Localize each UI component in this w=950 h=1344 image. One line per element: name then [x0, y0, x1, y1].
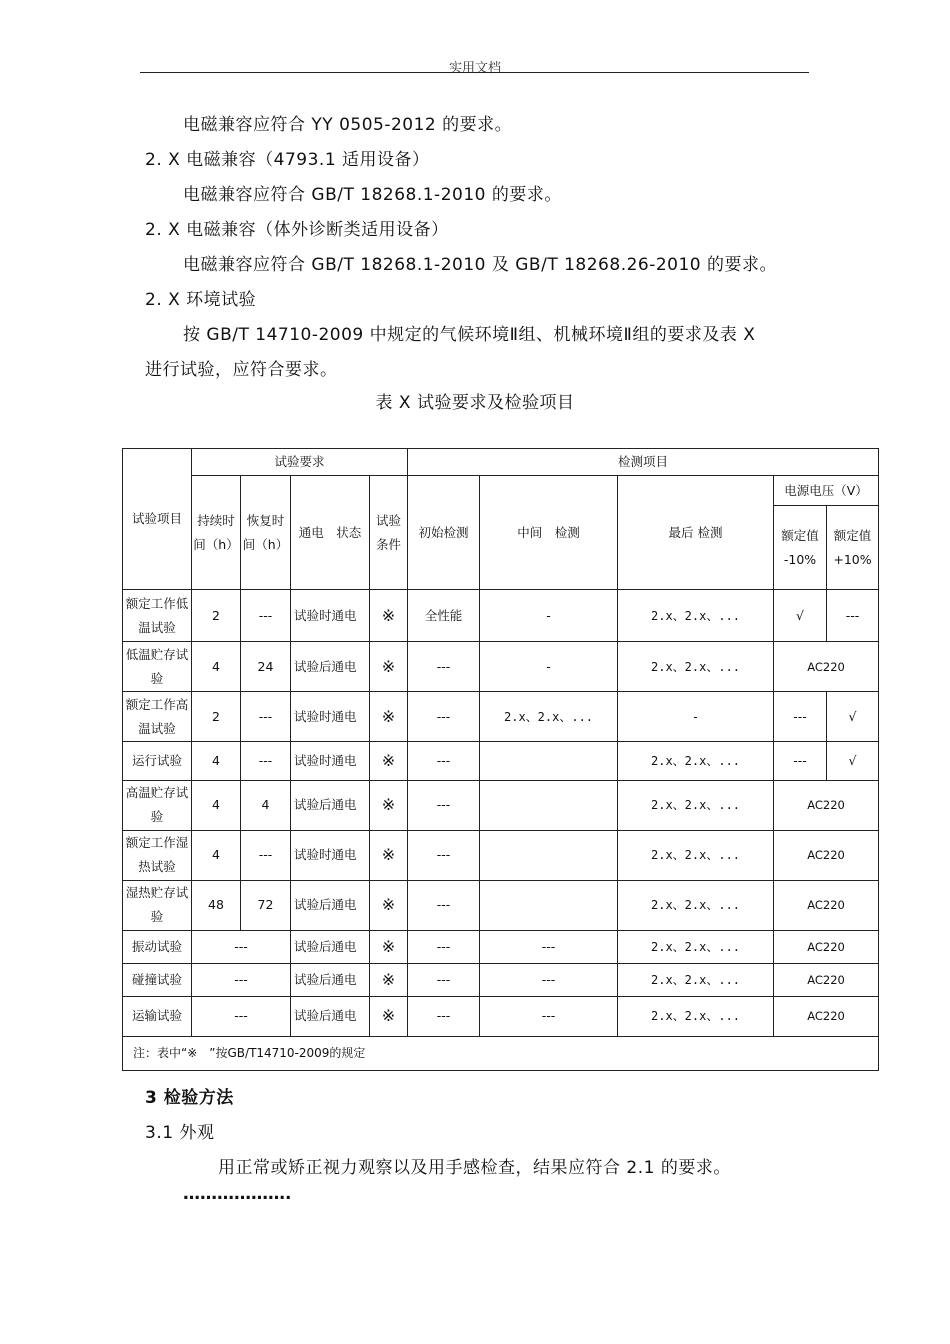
- cell-test-item: 额定工作湿热试验: [123, 830, 192, 880]
- cell-final-check: -: [618, 692, 774, 742]
- page-header: 实用文档: [448, 61, 501, 76]
- cell-condition: ※: [370, 830, 408, 880]
- cell-initial-check: ---: [408, 930, 480, 963]
- cell-power-state: 试验时通电: [291, 590, 370, 642]
- cell-middle-check: [480, 742, 618, 780]
- cell-final-check: 2.x、2.x、...: [618, 930, 774, 963]
- test-requirements-table: [122, 448, 879, 1071]
- cell-duration: 4: [192, 642, 241, 692]
- cell-middle-check: 2.x、2.x、...: [480, 692, 618, 742]
- cell-supply-voltage: AC220: [774, 880, 879, 930]
- cell-middle-check: ---: [480, 930, 618, 963]
- header-power-state: 通电 状态: [291, 476, 370, 590]
- cell-initial-check: ---: [408, 880, 480, 930]
- cell-voltage-plus: √: [827, 742, 879, 780]
- table-row: [123, 996, 879, 1036]
- header-inspection-items: 检测项目: [408, 449, 879, 476]
- cell-middle-check: [480, 830, 618, 880]
- cell-duration: 2: [192, 590, 241, 642]
- cell-power-state: 试验后通电: [291, 930, 370, 963]
- cell-recovery: ---: [241, 830, 291, 880]
- cell-final-check: 2.x、2.x、...: [618, 880, 774, 930]
- header-final-check: 最后 检测: [618, 476, 774, 590]
- cell-final-check: 2.x、2.x、...: [618, 742, 774, 780]
- cell-recovery: 24: [241, 642, 291, 692]
- table-row: [123, 963, 879, 996]
- cell-initial-check: ---: [408, 742, 480, 780]
- paragraph-env-test-1: 按 GB/T 14710-2009 中规定的气候环境Ⅱ组、机械环境Ⅱ组的要求及表 X: [183, 325, 756, 345]
- cell-final-check: 2.x、2.x、...: [618, 642, 774, 692]
- header-recovery: 恢复时间（h）: [241, 476, 291, 590]
- header-rule: [140, 72, 809, 73]
- cell-condition: ※: [370, 996, 408, 1036]
- paragraph-emc-yy: 电磁兼容应符合 YY 0505-2012 的要求。: [183, 115, 513, 135]
- table-row: [123, 692, 879, 742]
- cell-duration-recovery: ---: [192, 996, 291, 1036]
- cell-test-item: 额定工作高温试验: [123, 692, 192, 742]
- cell-power-state: 试验后通电: [291, 880, 370, 930]
- cell-initial-check: ---: [408, 692, 480, 742]
- cell-voltage-plus: √: [827, 692, 879, 742]
- cell-middle-check: [480, 780, 618, 830]
- cell-supply-voltage: AC220: [774, 642, 879, 692]
- cell-initial-check: ---: [408, 963, 480, 996]
- cell-initial-check: 全性能: [408, 590, 480, 642]
- cell-duration: 4: [192, 830, 241, 880]
- table-row: [123, 780, 879, 830]
- table-row: [123, 590, 879, 642]
- cell-condition: ※: [370, 590, 408, 642]
- cell-power-state: 试验后通电: [291, 642, 370, 692]
- header-supply-voltage: 电源电压（V）: [774, 476, 879, 506]
- table-note: 注：表中“※ ”按GB/T14710-2009的规定: [123, 1036, 879, 1070]
- cell-supply-voltage: AC220: [774, 780, 879, 830]
- cell-final-check: 2.x、2.x、...: [618, 830, 774, 880]
- cell-middle-check: ---: [480, 963, 618, 996]
- paragraph-emc-ivd: 电磁兼容应符合 GB/T 18268.1-2010 及 GB/T 18268.26-2010 的要求。: [183, 255, 778, 275]
- cell-test-item: 额定工作低温试验: [123, 590, 192, 642]
- table-row: [123, 930, 879, 963]
- table-caption: 表 X 试验要求及检验项目: [375, 393, 575, 413]
- paragraph-emc-gbt: 电磁兼容应符合 GB/T 18268.1-2010 的要求。: [183, 185, 562, 205]
- cell-condition: ※: [370, 692, 408, 742]
- cell-supply-voltage: AC220: [774, 830, 879, 880]
- paragraph-env-test-2: 进行试验，应符合要求。: [145, 360, 338, 380]
- header-initial-check: 初始检测: [408, 476, 480, 590]
- heading-emc-4793: 2. X 电磁兼容（4793.1 适用设备）: [145, 150, 430, 170]
- cell-power-state: 试验后通电: [291, 963, 370, 996]
- heading-emc-ivd: 2. X 电磁兼容（体外诊断类适用设备）: [145, 220, 449, 240]
- cell-recovery: 4: [241, 780, 291, 830]
- table-row: [123, 880, 879, 930]
- cell-middle-check: [480, 880, 618, 930]
- header-test-item: 试验项目: [123, 449, 192, 590]
- cell-power-state: 试验后通电: [291, 780, 370, 830]
- cell-duration-recovery: ---: [192, 963, 291, 996]
- cell-condition: ※: [370, 963, 408, 996]
- continuation-dots: ……………….: [183, 1184, 292, 1204]
- cell-middle-check: -: [480, 642, 618, 692]
- cell-duration: 2: [192, 692, 241, 742]
- cell-voltage-minus: ---: [774, 692, 827, 742]
- header-condition: 试验条件: [370, 476, 408, 590]
- table-row: [123, 830, 879, 880]
- cell-supply-voltage: AC220: [774, 930, 879, 963]
- cell-condition: ※: [370, 880, 408, 930]
- cell-recovery: ---: [241, 590, 291, 642]
- heading-env-test: 2. X 环境试验: [145, 290, 257, 310]
- cell-supply-voltage: AC220: [774, 963, 879, 996]
- cell-final-check: 2.x、2.x、...: [618, 996, 774, 1036]
- cell-test-item: 高温贮存试验: [123, 780, 192, 830]
- header-voltage-plus: 额定值 +10%: [827, 506, 879, 590]
- cell-test-item: 运行试验: [123, 742, 192, 780]
- cell-voltage-minus: √: [774, 590, 827, 642]
- cell-condition: ※: [370, 742, 408, 780]
- cell-middle-check: -: [480, 590, 618, 642]
- header-test-requirements: 试验要求: [192, 449, 408, 476]
- section-3-1-title: 3.1 外观: [145, 1123, 215, 1143]
- section-3-1-text: 用正常或矫正视力观察以及用手感检查，结果应符合 2.1 的要求。: [218, 1158, 731, 1178]
- cell-condition: ※: [370, 930, 408, 963]
- cell-supply-voltage: AC220: [774, 996, 879, 1036]
- cell-duration: 4: [192, 742, 241, 780]
- header-middle-check: 中间 检测: [480, 476, 618, 590]
- cell-test-item: 振动试验: [123, 930, 192, 963]
- cell-initial-check: ---: [408, 996, 480, 1036]
- header-duration: 持续时间（h）: [192, 476, 241, 590]
- cell-initial-check: ---: [408, 780, 480, 830]
- cell-power-state: 试验时通电: [291, 742, 370, 780]
- cell-power-state: 试验时通电: [291, 692, 370, 742]
- cell-power-state: 试验时通电: [291, 830, 370, 880]
- cell-final-check: 2.x、2.x、...: [618, 963, 774, 996]
- table-row: [123, 742, 879, 780]
- section-3-title: 3 检验方法: [145, 1088, 234, 1108]
- header-voltage-minus: 额定值 -10%: [774, 506, 827, 590]
- cell-recovery: ---: [241, 692, 291, 742]
- cell-initial-check: ---: [408, 830, 480, 880]
- cell-duration: 4: [192, 780, 241, 830]
- cell-test-item: 湿热贮存试验: [123, 880, 192, 930]
- cell-final-check: 2.x、2.x、...: [618, 780, 774, 830]
- cell-final-check: 2.x、2.x、...: [618, 590, 774, 642]
- cell-recovery: 72: [241, 880, 291, 930]
- cell-test-item: 运输试验: [123, 996, 192, 1036]
- cell-test-item: 碰撞试验: [123, 963, 192, 996]
- cell-duration-recovery: ---: [192, 930, 291, 963]
- cell-test-item: 低温贮存试验: [123, 642, 192, 692]
- table-row: [123, 642, 879, 692]
- cell-power-state: 试验后通电: [291, 996, 370, 1036]
- cell-condition: ※: [370, 642, 408, 692]
- cell-middle-check: ---: [480, 996, 618, 1036]
- cell-recovery: ---: [241, 742, 291, 780]
- cell-duration: 48: [192, 880, 241, 930]
- cell-initial-check: ---: [408, 642, 480, 692]
- cell-voltage-plus: ---: [827, 590, 879, 642]
- cell-condition: ※: [370, 780, 408, 830]
- cell-voltage-minus: ---: [774, 742, 827, 780]
